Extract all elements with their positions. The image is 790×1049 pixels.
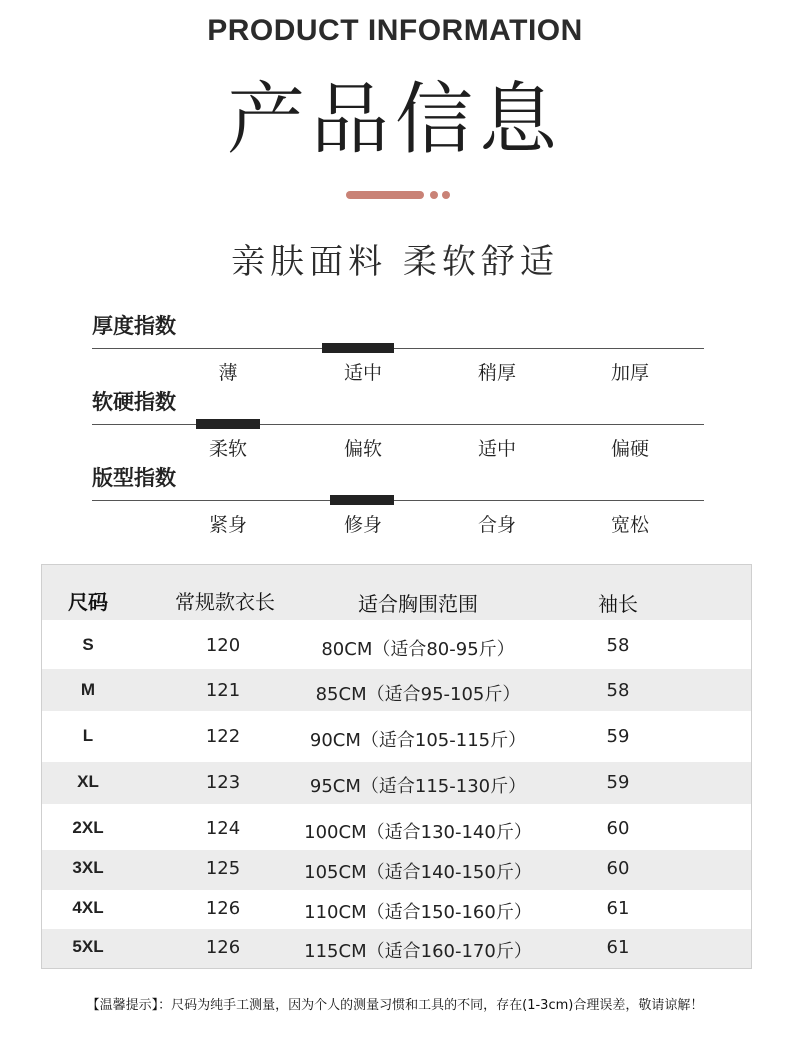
table-cell-sleeve: 61 [606, 898, 630, 919]
table-cell-sleeve: 60 [606, 858, 630, 879]
table-cell-size: 3XL [72, 858, 104, 877]
table-header-chest: 适合胸围范围 [358, 592, 478, 616]
index-option: 加厚 [610, 362, 649, 384]
index-option: 薄 [218, 362, 238, 384]
table-cell-chest: 90CM（适合105-115斤） [309, 730, 527, 751]
table-cell-size: 5XL [72, 937, 104, 956]
index-option: 稍厚 [477, 362, 516, 384]
softness-index-marker [196, 419, 260, 429]
thickness-index-line [92, 348, 704, 349]
index-option: 偏软 [343, 438, 382, 460]
table-cell-size: 2XL [72, 818, 104, 837]
index-option: 紧身 [208, 514, 247, 536]
fit-index-marker [330, 495, 394, 505]
table-cell-chest: 95CM（适合115-130斤） [309, 776, 527, 797]
index-option: 修身 [343, 514, 382, 536]
table-cell-chest: 85CM（适合95-105斤） [315, 684, 521, 705]
table-cell-length: 123 [205, 772, 241, 793]
fit-index-line [92, 500, 704, 501]
title-divider-bar [346, 191, 424, 199]
table-cell-chest: 100CM（适合130-140斤） [304, 822, 532, 843]
softness-index-label: 软硬指数 [92, 390, 176, 414]
table-cell-length: 121 [205, 680, 241, 701]
title-divider-dot [430, 191, 438, 199]
table-cell-size: M [80, 680, 96, 699]
table-cell-length: 126 [205, 898, 241, 919]
table-cell-sleeve: 58 [606, 680, 630, 701]
table-header-size: 尺码 [68, 590, 108, 614]
softness-index-line [92, 424, 704, 425]
index-option: 适中 [477, 438, 516, 460]
index-option: 适中 [343, 362, 382, 384]
table-cell-size: L [82, 726, 94, 745]
table-cell-sleeve: 59 [606, 772, 630, 793]
table-cell-chest: 105CM（适合140-150斤） [304, 862, 532, 883]
index-option: 柔软 [208, 438, 247, 460]
index-option: 宽松 [610, 514, 649, 536]
table-cell-length: 126 [205, 937, 241, 958]
table-cell-length: 120 [205, 635, 241, 656]
table-cell-length: 124 [205, 818, 241, 839]
english-title: PRODUCT INFORMATION [207, 14, 583, 47]
table-cell-sleeve: 60 [606, 818, 630, 839]
table-cell-sleeve: 61 [606, 937, 630, 958]
index-option: 合身 [477, 514, 516, 536]
table-cell-size: XL [77, 772, 99, 791]
table-cell-chest: 80CM（适合80-95斤） [321, 639, 515, 660]
thickness-index-label: 厚度指数 [92, 314, 176, 338]
table-cell-size: S [82, 635, 94, 654]
table-cell-chest: 115CM（适合160-170斤） [304, 941, 532, 962]
table-cell-sleeve: 59 [606, 726, 630, 747]
title-divider-dot [442, 191, 450, 199]
table-header-length: 常规款衣长 [175, 590, 275, 614]
subtitle: 亲肤面料 柔软舒适 [231, 242, 559, 282]
table-header-sleeve: 袖长 [598, 592, 638, 616]
index-option: 偏硬 [610, 438, 649, 460]
thickness-index-marker [322, 343, 394, 353]
footer-note: 【温馨提示】：尺码为纯手工测量，因为个人的测量习惯和工具的不同，存在(1-3cm)合理误差，敬请谅解！ [86, 998, 704, 1013]
table-cell-sleeve: 58 [606, 635, 630, 656]
table-cell-size: 4XL [72, 898, 104, 917]
chinese-title: 产品信息 [226, 75, 563, 165]
fit-index-label: 版型指数 [92, 466, 176, 490]
table-cell-chest: 110CM（适合150-160斤） [304, 902, 532, 923]
table-cell-length: 122 [205, 726, 241, 747]
table-cell-length: 125 [205, 858, 241, 879]
